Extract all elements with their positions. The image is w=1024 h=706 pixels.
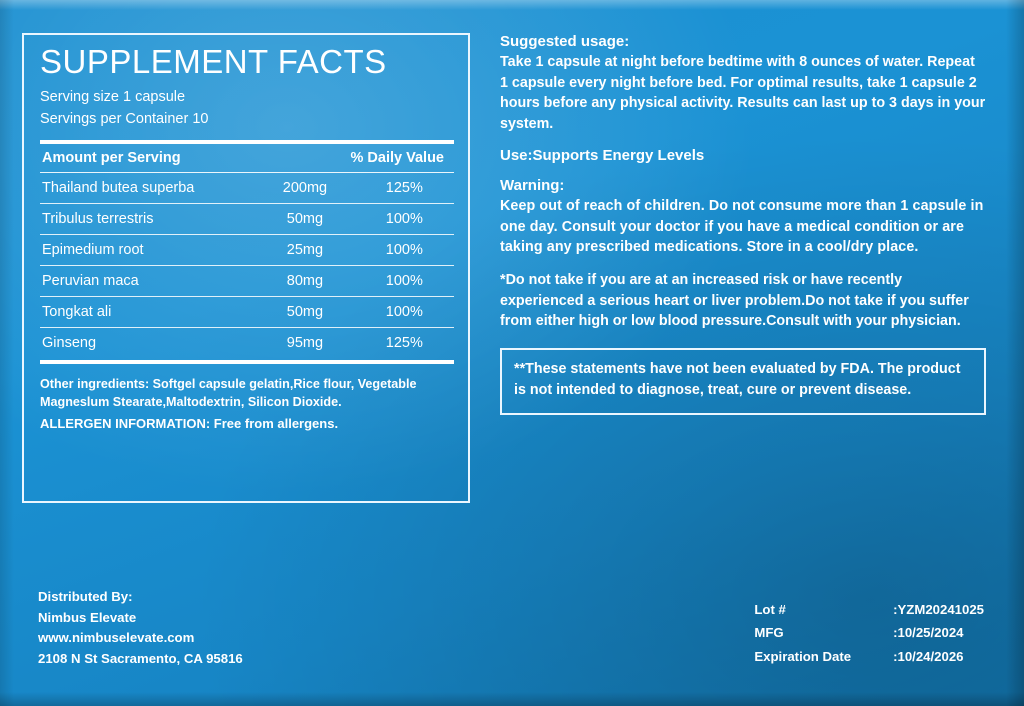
warning-text: Keep out of reach of children. Do not consume more than 1 capsule in one day. Consult your doctor if you have a medical condition or are taking any prescribed medications. Store in a cool/dry place.: [500, 197, 984, 256]
box-right-edge-shadow: [1006, 0, 1024, 706]
ingredient-amount: 80mg: [255, 266, 354, 297]
ingredient-amount: 95mg: [286, 335, 324, 352]
ingredient-daily-value: 125%: [355, 173, 454, 204]
warning-heading: Warning:: [500, 176, 565, 194]
usage-and-warnings-column: [500, 33, 986, 415]
mfg-value: :10/25/2024: [893, 625, 964, 641]
daily-value-header: % Daily Value: [350, 149, 444, 166]
expiration-date-label: Expiration Date: [754, 649, 852, 665]
ingredient-amount: 200mg: [255, 173, 354, 204]
distributor-company: Nimbus Elevate: [38, 609, 137, 625]
distributor-website: www.nimbuselevate.com: [38, 630, 195, 646]
facts-column-headers: [40, 144, 454, 172]
ingredient-daily-value: 100%: [355, 297, 454, 328]
ingredients-table: [40, 173, 454, 358]
ingredient-amount: 50mg: [255, 297, 354, 328]
suggested-usage-text: Take 1 capsule at night before bedtime with 8 ounces of water. Repeat 1 capsule every night before bed. For optimal results, take 1 capsule 2 hours before any physical activity. Results can last up to 3 days in your system.: [500, 54, 986, 133]
table-row: [754, 621, 984, 645]
distributor-block: [38, 587, 243, 669]
ingredient-name: Tribulus terrestris: [40, 204, 255, 235]
distributed-by-label: Distributed By:: [38, 589, 133, 605]
table-row: [754, 645, 984, 669]
ingredient-amount: 50mg: [255, 204, 354, 235]
table-row: [40, 297, 454, 328]
box-top-edge-highlight: [0, 0, 1024, 10]
other-ingredients-text: Other ingredients: Softgel capsule gelatin,Rice flour, Vegetable Magneslum Stearate,Maltodextrin, Silicon Dioxide.: [40, 377, 417, 409]
batch-information-table: [754, 598, 984, 669]
ingredient-name: Ginseng: [42, 335, 97, 352]
use-heading: Use:Supports Energy Levels: [500, 146, 705, 164]
lot-value: :YZM20241025: [893, 601, 984, 617]
table-row: [40, 173, 454, 204]
serving-size-text: Serving size 1 capsule: [40, 88, 186, 105]
distributor-address: 2108 N St Sacramento, CA 95816: [38, 650, 243, 666]
ingredient-daily-value: 125%: [385, 335, 423, 352]
warning-note-text: *Do not take if you are at an increased risk or have recently experienced a serious heart or liver problem.Do not take if you suffer from either high or low blood pressure.Consult with your physician.: [500, 272, 969, 330]
ingredient-name: Thailand butea superba: [40, 173, 255, 204]
ingredient-daily-value: 100%: [355, 266, 454, 297]
table-row: [40, 266, 454, 297]
lot-label: Lot #: [754, 601, 786, 617]
supplement-facts-title: SUPPLEMENT FACTS: [40, 43, 387, 80]
ingredient-name: Peruvian maca: [40, 266, 255, 297]
supplement-facts-panel: [22, 33, 470, 503]
allergen-information-text: ALLERGEN INFORMATION: Free from allergens.: [40, 415, 339, 431]
amount-per-serving-header: Amount per Serving: [42, 149, 181, 166]
suggested-usage-heading: Suggested usage:: [500, 33, 630, 50]
ingredient-amount: 25mg: [255, 235, 354, 266]
ingredient-daily-value: 100%: [355, 204, 454, 235]
mfg-label: MFG: [754, 625, 784, 641]
ingredient-name: Tongkat ali: [40, 297, 255, 328]
table-row: [754, 598, 984, 622]
box-bottom-edge-shadow: [0, 692, 1024, 706]
ingredient-daily-value: 100%: [355, 235, 454, 266]
table-row: [40, 204, 454, 235]
box-left-edge-shadow: [0, 0, 14, 706]
fda-disclaimer-box: [500, 348, 986, 414]
servings-per-container-text: Servings per Container 10: [40, 111, 209, 128]
expiration-date-value: :10/24/2026: [893, 649, 964, 665]
ingredient-name: Epimedium root: [40, 235, 255, 266]
facts-divider-thick-bottom: [40, 360, 454, 364]
table-row: [40, 235, 454, 266]
fda-disclaimer-text: **These statements have not been evaluated by FDA. The product is not intended to diagnose, treat, cure or prevent disease.: [514, 361, 961, 398]
table-row: [40, 328, 454, 359]
